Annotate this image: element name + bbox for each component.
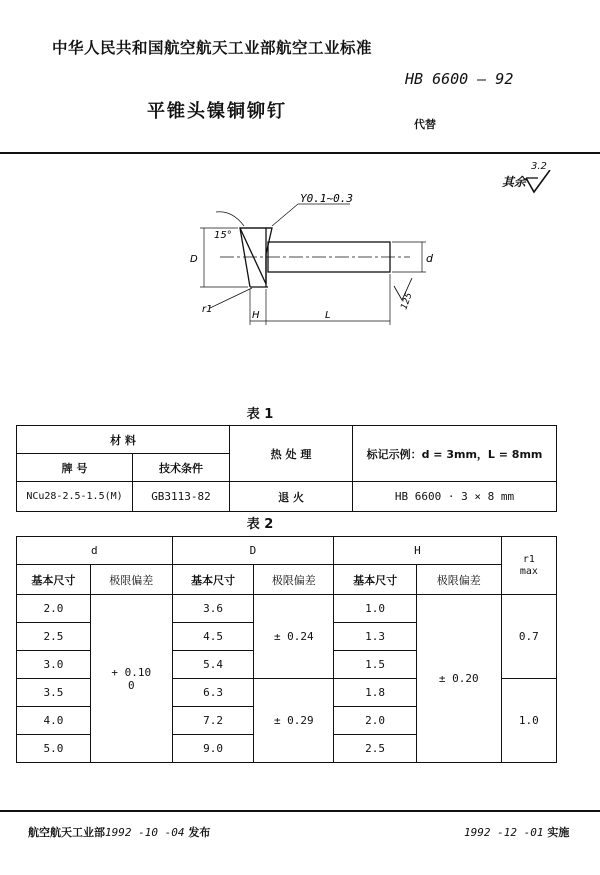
d-tolerance-lower: 0 (127, 678, 135, 692)
rivet-drawing (180, 190, 440, 330)
r1-value-b: 1.0 (501, 679, 556, 763)
footer-rule (0, 810, 600, 812)
replace-label: 代替 (414, 118, 436, 131)
H-label: H (252, 310, 260, 321)
table-row-H: 2.5 (334, 735, 417, 763)
r1-label: r1 (202, 304, 213, 315)
table-row-H: 1.5 (334, 651, 417, 679)
r1-max: max (519, 565, 538, 577)
table-row-D: 5.4 (172, 651, 254, 679)
H-basic-header: 基本尺寸 (334, 565, 417, 595)
material-header: 材 料 (17, 426, 230, 454)
issue-label: 发布 (188, 826, 211, 839)
table-row-d: 3.0 (17, 651, 91, 679)
table-row-d: 2.0 (17, 595, 91, 623)
issue-date: 1992 -10 -04 (105, 826, 185, 839)
marking-example-value: HB 6600 · 3 × 8 mm (353, 482, 557, 512)
D-tolerance-b: ± 0.29 (254, 679, 334, 763)
implementation-info (464, 824, 569, 840)
radius-label: Y0.1~0.3 (300, 192, 353, 205)
heat-treatment-header: 热 处 理 (230, 426, 353, 482)
grade-value: NCu28-2.5-1.5(M) (17, 482, 133, 512)
table-row-d: 5.0 (17, 735, 91, 763)
finish-label: 125 (399, 291, 415, 312)
dimension-table (16, 536, 557, 763)
table-row-H: 1.8 (334, 679, 417, 707)
d-basic-header: 基本尺寸 (17, 565, 91, 595)
marking-example-header: 标记示例：d = 3mm，L = 8mm (353, 426, 557, 482)
roughness-label: 其余 (502, 175, 527, 189)
doc-name: 平锥头镍铜铆钉 (147, 101, 287, 122)
table-row-D: 9.0 (172, 735, 254, 763)
D-header: D (172, 537, 334, 565)
H-header: H (334, 537, 501, 565)
header-rule (0, 152, 600, 154)
issuing-org: 航空航天工业部 (28, 826, 105, 839)
table-row-H: 2.0 (334, 707, 417, 735)
tech-condition-header: 技术条件 (133, 454, 230, 482)
d-header: d (17, 537, 173, 565)
d-tolerance-header: 极限偏差 (90, 565, 172, 595)
d-label: d (426, 252, 433, 265)
implementation-label: 实施 (547, 826, 570, 839)
table-row-d: 3.5 (17, 679, 91, 707)
table-row-H: 1.3 (334, 623, 417, 651)
D-tolerance-header: 极限偏差 (254, 565, 334, 595)
material-table (16, 425, 557, 512)
heat-treatment-value: 退 火 (230, 482, 353, 512)
table-row-d: 2.5 (17, 623, 91, 651)
table-row-d: 4.0 (17, 707, 91, 735)
tech-condition-value: GB3113-82 (133, 482, 230, 512)
issue-info (28, 824, 210, 840)
H-tolerance-header: 极限偏差 (416, 565, 501, 595)
table-row-D: 6.3 (172, 679, 254, 707)
D-label: D (190, 254, 198, 265)
table-row-D: 3.6 (172, 595, 254, 623)
d-tolerance-cell (90, 595, 172, 763)
doc-number: HB 6600 — 92 (405, 70, 514, 88)
table-row-D: 4.5 (172, 623, 254, 651)
roughness-value: 3.2 (531, 161, 547, 172)
r1-header: r1 (522, 553, 535, 565)
d-tolerance-upper: + 0.10 (111, 665, 152, 679)
table2-caption: 表 2 (246, 517, 274, 532)
D-tolerance-a: ± 0.24 (254, 595, 334, 679)
implementation-date: 1992 -12 -01 (464, 826, 544, 839)
H-tolerance: ± 0.20 (416, 595, 501, 763)
standard-title: 中华人民共和国航空航天工业部航空工业标准 (52, 39, 373, 57)
D-basic-header: 基本尺寸 (172, 565, 254, 595)
angle-label: 15° (214, 230, 232, 241)
table1-caption: 表 1 (246, 407, 274, 422)
L-label: L (325, 310, 331, 321)
grade-header: 牌 号 (17, 454, 133, 482)
table-row-D: 7.2 (172, 707, 254, 735)
roughness-check-icon (524, 170, 554, 196)
r1-value-a: 0.7 (501, 595, 556, 679)
table-row-H: 1.0 (334, 595, 417, 623)
